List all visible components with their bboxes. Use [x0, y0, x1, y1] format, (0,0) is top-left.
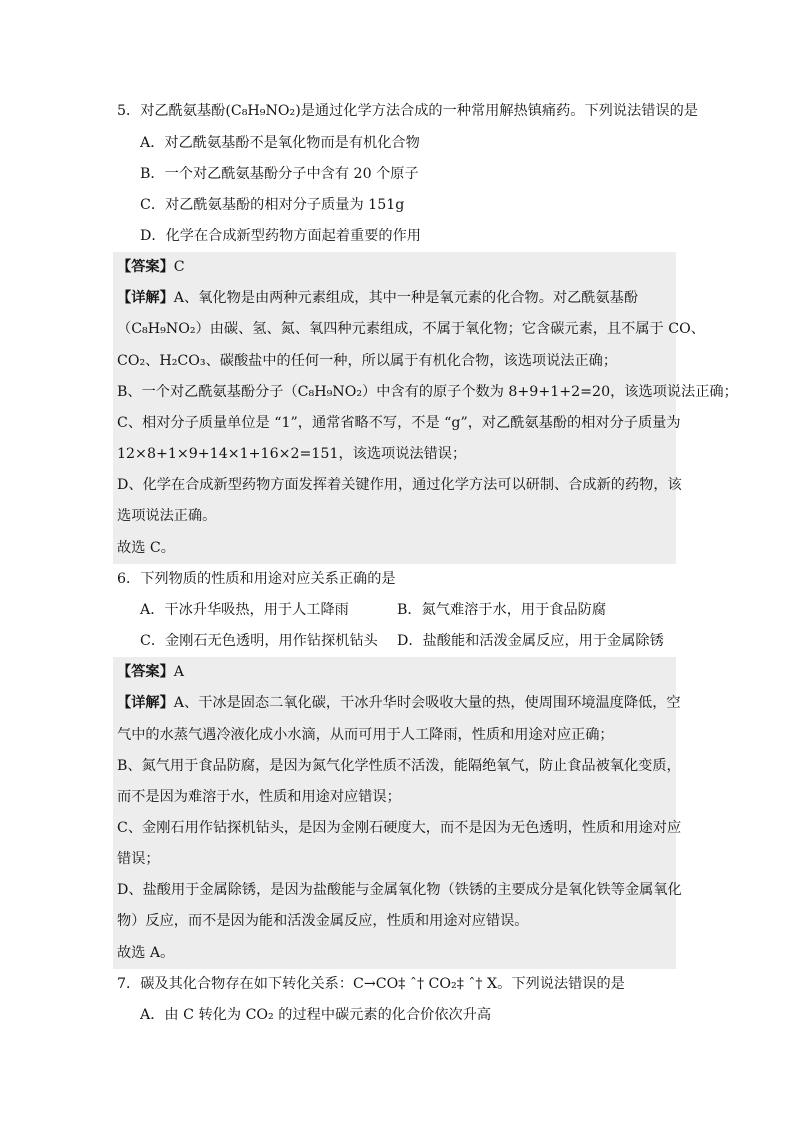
- question-6-option-a: A．干冰升华吸热，用于人工降雨: [140, 601, 349, 618]
- detail-line: B、一个对乙酰氨基酚分子（C₈H₉NO₂）中含有的原子个数为 8+9+1+2=20，该选项说法正确；: [117, 383, 738, 400]
- question-6-option-d: D．盐酸能和活泼金属反应，用于金属除锈: [397, 633, 664, 650]
- answer-value: C: [173, 259, 185, 276]
- question-6-stem: 6．下列物质的性质和用途对应关系正确的是: [117, 570, 396, 587]
- detail-line: D、化学在合成新型药物方面发挥着关键作用，通过化学方法可以研制、合成新的药物，该: [117, 477, 682, 494]
- question-5-option-c: C．对乙酰氨基酚的相对分子质量为 151g: [140, 196, 405, 213]
- question-5-option-d: D．化学在合成新型药物方面起着重要的作用: [140, 228, 421, 245]
- detail-line: [113, 688, 681, 719]
- question-5-option-a: A．对乙酰氨基酚不是氧化物而是有机化合物: [140, 134, 420, 151]
- detail-line: 物）反应，而不是因为能和活泼金属反应，性质和用途对应错误。: [117, 913, 529, 930]
- answer-label: 【答案】: [117, 259, 174, 276]
- detail-line: B、氮气用于食品防腐，是因为氮气化学性质不活泼，能隔绝氧气，防止食品被氧化变质，: [117, 757, 681, 774]
- question-6-answer: [113, 657, 676, 688]
- question-7-option-a: A．由 C 转化为 CO₂ 的过程中碳元素的化合价依次升高: [140, 1006, 492, 1023]
- detail-line: 气中的水蒸气遇冷液化成小水滴，从而可用于人工降雨，性质和用途对应正确；: [117, 726, 614, 743]
- detail-label: 【详解】: [117, 290, 174, 307]
- question-5-stem: 5．对乙酰氨基酚(C₈H₉NO₂)是通过化学方法合成的一种常用解热镇痛药。下列说法错误的是: [117, 103, 698, 120]
- detail-line: C、金刚石用作钻探机钻头，是因为金刚石硬度大，而不是因为无色透明，性质和用途对应: [117, 819, 682, 836]
- question-5-answer-block: [113, 252, 738, 564]
- question-6-answer-block: [113, 657, 682, 969]
- detail-line: CO₂、H₂CO₃、碳酸盐中的任何一种，所以属于有机化合物，该选项说法正确；: [117, 352, 618, 369]
- question-6-options-row-1: [0, 595, 794, 626]
- detail-label: 【详解】: [117, 695, 174, 712]
- detail-line: [113, 283, 676, 314]
- detail-line: D、盐酸用于金属除锈，是因为盐酸能与金属氧化物（铁锈的主要成分是氧化铁等金属氧化: [117, 882, 682, 899]
- detail-line: （C₈H₉NO₂）由碳、氢、氮、氧四种元素组成，不属于氧化物；它含碳元素，且不属于 CO、: [117, 321, 705, 338]
- detail-line: 12×8+1×9+14×1+16×2=151，该选项说法错误；: [117, 446, 467, 463]
- detail-line: 故选 C。: [117, 539, 175, 556]
- question-6-option-b: B．氮气难溶于水，用于食品防腐: [397, 601, 607, 618]
- question-7-stem: 7．碳及其化合物存在如下转化关系：C→CO‡ ˆ† CO₂‡ ˆ† X。下列说法错误的是: [117, 975, 625, 992]
- answer-value: A: [173, 664, 185, 681]
- question-6-options-row-2: [0, 626, 794, 657]
- detail-line: 而不是因为难溶于水，性质和用途对应错误；: [117, 788, 401, 805]
- question-5-answer: [113, 252, 676, 283]
- answer-label: 【答案】: [117, 664, 174, 681]
- question-6-option-c: C．金刚石无色透明，用作钻探机钻头: [140, 633, 378, 650]
- detail-line: 错误；: [117, 851, 160, 868]
- document-content: [0, 96, 794, 1031]
- detail-line: C、相对分子质量单位是 “1”，通常省略不写，不是 “g”，对乙酰氨基酚的相对分子质量为: [117, 414, 681, 431]
- detail-line: 选项说法正确。: [117, 508, 217, 525]
- detail-text: A、干冰是固态二氧化碳，干冰升华时会吸收大量的热，使周围环境温度降低，空: [173, 695, 681, 712]
- question-5-option-b: B．一个对乙酰氨基酚分子中含有 20 个原子: [140, 165, 419, 182]
- detail-text: A、氧化物是由两种元素组成，其中一种是氧元素的化合物。对乙酰氨基酚: [173, 290, 639, 307]
- detail-line: 故选 A。: [117, 944, 175, 961]
